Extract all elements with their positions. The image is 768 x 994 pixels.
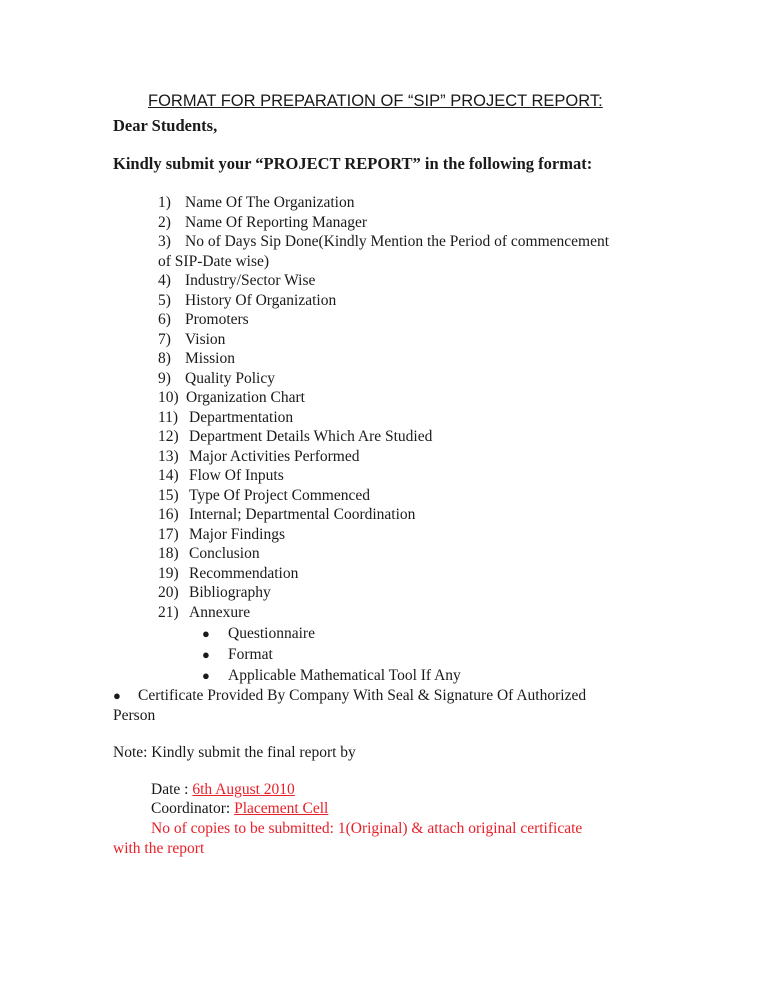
list-item xyxy=(0,427,768,447)
item-text: Vision xyxy=(185,330,226,348)
list-item xyxy=(0,486,768,506)
list-item xyxy=(0,466,768,486)
list-item xyxy=(0,583,768,603)
item-text: Organization Chart xyxy=(186,389,305,406)
bullet-icon: ● xyxy=(113,688,121,703)
item-text: Internal; Departmental Coordination xyxy=(189,506,416,523)
item-text: Conclusion xyxy=(189,545,260,562)
report-format-list xyxy=(0,193,768,622)
item-text: Department Details Which Are Studied xyxy=(189,428,433,445)
item-number: 5) xyxy=(158,291,171,309)
salutation: Dear Students, xyxy=(113,116,218,135)
list-item xyxy=(0,193,768,213)
list-item xyxy=(0,349,768,369)
list-item xyxy=(0,388,768,408)
item-text-continuation: of SIP-Date wise) xyxy=(158,252,270,270)
submission-note: Note: Kindly submit the final report by xyxy=(113,744,356,761)
item-number: 20) xyxy=(158,584,179,601)
item-number: 1) xyxy=(158,194,171,211)
item-number: 8) xyxy=(158,350,171,367)
item-text: Quality Policy xyxy=(185,369,275,387)
certificate-text-line2: Person xyxy=(113,706,156,724)
bullet-icon: ● xyxy=(202,668,210,683)
annexure-item xyxy=(0,644,768,665)
list-item xyxy=(0,505,768,525)
list-item xyxy=(0,544,768,564)
bullet-icon: ● xyxy=(202,626,210,641)
item-text: Recommendation xyxy=(189,564,299,582)
document-title: FORMAT FOR PREPARATION OF “SIP” PROJECT REPORT: xyxy=(148,92,603,110)
item-text: Major Findings xyxy=(189,525,286,543)
item-text: No of Days Sip Done(Kindly Mention the Period of commencement xyxy=(185,233,610,250)
item-text: Promoters xyxy=(185,311,249,328)
item-number: 6) xyxy=(158,311,171,328)
item-text: Mission xyxy=(185,350,235,367)
item-number: 18) xyxy=(158,545,179,562)
item-number: 10) xyxy=(158,389,179,406)
list-item xyxy=(0,213,768,233)
item-number: 7) xyxy=(158,330,171,348)
list-item xyxy=(0,408,768,428)
item-number: 3) xyxy=(158,233,171,250)
annexure-item-text: Format xyxy=(228,646,273,663)
list-item xyxy=(0,564,768,584)
item-number: 21) xyxy=(158,603,179,621)
annexure-item-text: Questionnaire xyxy=(228,625,315,642)
coordinator-line xyxy=(151,800,328,818)
item-number: 17) xyxy=(158,525,179,543)
item-text: Major Activities Performed xyxy=(189,447,360,465)
list-item xyxy=(0,525,768,545)
annexure-item xyxy=(0,665,768,686)
list-item xyxy=(0,291,768,311)
item-number: 9) xyxy=(158,369,171,387)
date-value: 6th August 2010 xyxy=(192,781,295,798)
item-text: Type Of Project Commenced xyxy=(189,486,370,504)
item-text: Departmentation xyxy=(189,408,294,426)
date-line xyxy=(151,781,295,799)
item-number: 19) xyxy=(158,564,179,582)
instruction-text: Kindly submit your “PROJECT REPORT” in the following format: xyxy=(113,154,593,173)
annexure-item-text: Applicable Mathematical Tool If Any xyxy=(228,667,461,684)
list-item xyxy=(0,447,768,467)
date-label: Date : xyxy=(151,781,189,798)
certificate-text-line1: Certificate Provided By Company With Seal & Signature Of Authorized xyxy=(138,687,587,704)
copies-line1: No of copies to be submitted: 1(Original) & attach original certificate xyxy=(151,820,583,837)
item-number: 11) xyxy=(158,408,179,426)
coordinator-label: Coordinator: xyxy=(151,800,231,817)
bullet-icon: ● xyxy=(202,647,210,662)
item-text: Industry/Sector Wise xyxy=(185,272,316,289)
item-number: 16) xyxy=(158,506,179,523)
item-number: 14) xyxy=(158,467,179,484)
item-text: Bibliography xyxy=(189,584,271,601)
copies-line2: with the report xyxy=(113,840,205,857)
item-number: 13) xyxy=(158,447,179,465)
item-text: Name Of Reporting Manager xyxy=(185,213,368,231)
list-item xyxy=(0,330,768,350)
annexure-sublist xyxy=(0,623,768,686)
item-text: Name Of The Organization xyxy=(185,194,355,211)
item-text: Annexure xyxy=(189,603,251,621)
item-number: 15) xyxy=(158,486,179,504)
item-text: History Of Organization xyxy=(185,291,337,309)
item-number: 2) xyxy=(158,213,171,231)
item-number: 4) xyxy=(158,272,171,289)
list-item xyxy=(0,603,768,623)
list-item xyxy=(0,369,768,389)
list-item xyxy=(0,310,768,330)
item-text: Flow Of Inputs xyxy=(189,467,284,484)
list-item xyxy=(0,271,768,291)
list-item xyxy=(0,232,768,271)
item-number: 12) xyxy=(158,428,179,445)
coordinator-value: Placement Cell xyxy=(234,800,329,817)
annexure-item xyxy=(0,623,768,644)
